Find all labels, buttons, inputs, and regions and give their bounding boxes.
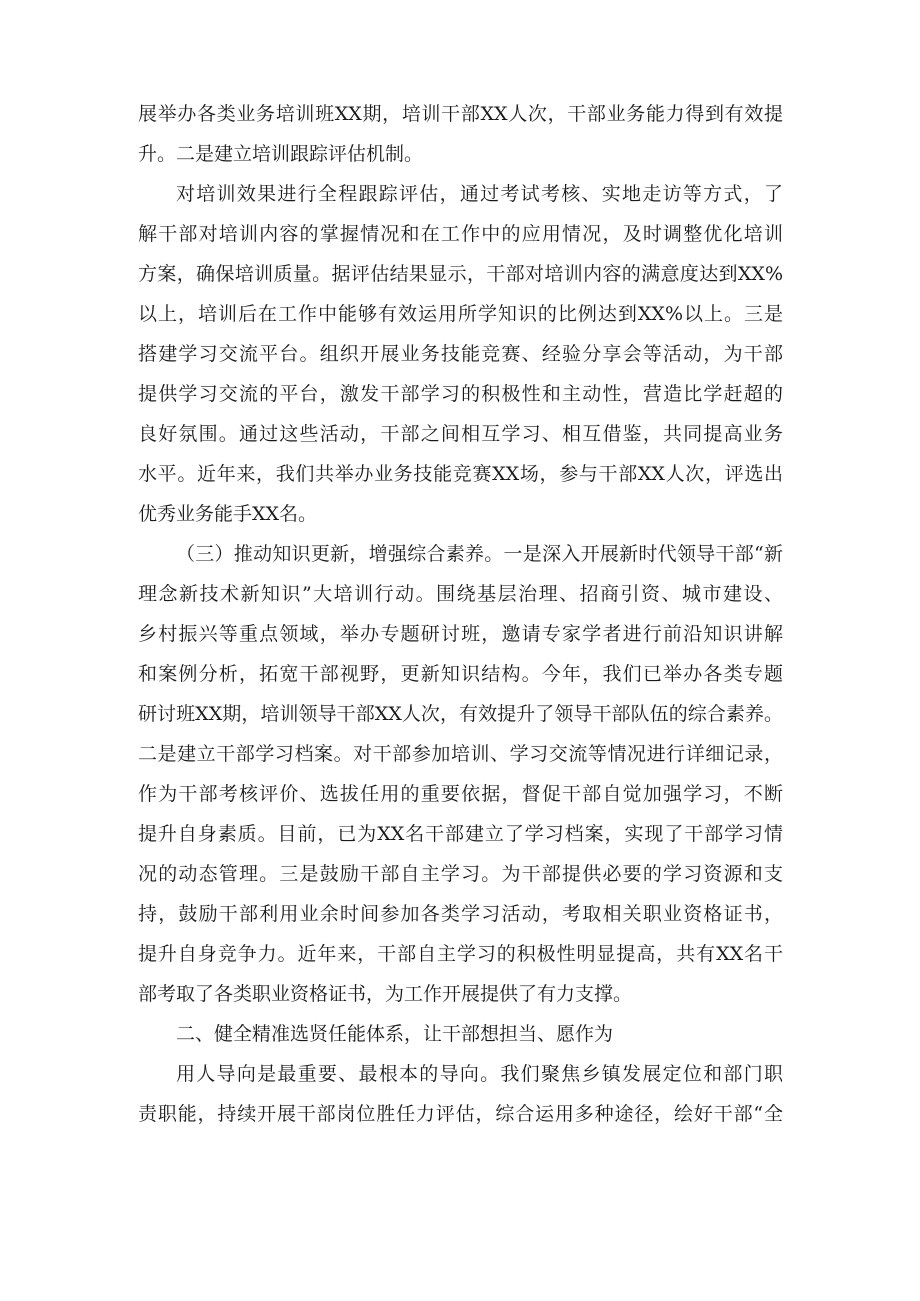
text-line: 持，鼓励干部利用业余时间参加各类学习活动，考取相关职业资格证书， xyxy=(138,903,783,925)
text-line: 研讨班XX期，培训领导干部XX人次，有效提升了领导干部队伍的综合素养。 xyxy=(138,703,783,725)
text-line: 水平。近年来，我们共举办业务技能竞赛XX场，参与干部XX人次，评选出 xyxy=(138,463,783,485)
text-line: 优秀业务能手XX名。 xyxy=(138,503,318,525)
text-line: 良好氛围。通过这些活动，干部之间相互学习、相互借鉴，共同提高业务 xyxy=(138,423,783,445)
text-line: 作为干部考核评价、选拔任用的重要依据，督促干部自觉加强学习，不断 xyxy=(138,783,783,805)
text-line: 方案，确保培训质量。据评估结果显示，干部对培训内容的满意度达到XX% xyxy=(138,263,783,285)
text-line: 二是建立干部学习档案。对干部参加培训、学习交流等情况进行详细记录， xyxy=(138,743,783,765)
text-line: 用人导向是最重要、最根本的导向。我们聚焦乡镇发展定位和部门职 xyxy=(176,1063,783,1085)
text-line: 升。二是建立培训跟踪评估机制。 xyxy=(138,143,424,165)
section-heading-2: 二、健全精准选贤任能体系，让干部想担当、愿作为 xyxy=(176,1023,614,1045)
text-line: 解干部对培训内容的掌握情况和在工作中的应用情况，及时调整优化培训 xyxy=(138,223,783,245)
text-line: 以上，培训后在工作中能够有效运用所学知识的比例达到XX%以上。三是 xyxy=(138,303,783,325)
text-line: 提升自身竞争力。近年来，干部自主学习的积极性明显提高，共有XX名干 xyxy=(138,943,783,965)
text-line: 责职能，持续开展干部岗位胜任力评估，综合运用多种途径，绘好干部“全 xyxy=(138,1103,783,1125)
text-line: 搭建学习交流平台。组织开展业务技能竞赛、经验分享会等活动，为干部 xyxy=(138,343,783,365)
text-line: 理念新技术新知识”大培训行动。围绕基层治理、招商引资、城市建设、 xyxy=(138,583,783,605)
text-line: 况的动态管理。三是鼓励干部自主学习。为干部提供必要的学习资源和支 xyxy=(138,863,783,885)
text-line: 提升自身素质。目前，已为XX名干部建立了学习档案，实现了干部学习情 xyxy=(138,823,783,845)
text-line: 展举办各类业务培训班XX期，培训干部XX人次，干部业务能力得到有效提 xyxy=(138,103,783,125)
text-line: 提供学习交流的平台，激发干部学习的积极性和主动性，营造比学赶超的 xyxy=(138,383,783,405)
text-line: 对培训效果进行全程跟踪评估，通过考试考核、实地走访等方式，了 xyxy=(176,183,783,205)
text-line: 乡村振兴等重点领域，举办专题研讨班，邀请专家学者进行前沿知识讲解 xyxy=(138,623,783,645)
section-heading-3: （三）推动知识更新，增强综合素养。一是深入开展新时代领导干部“新 xyxy=(176,543,783,565)
text-line: 和案例分析，拓宽干部视野，更新知识结构。今年，我们已举办各类专题 xyxy=(138,663,783,685)
document-body xyxy=(138,94,783,1134)
text-line: 部考取了各类职业资格证书，为工作开展提供了有力支撑。 xyxy=(138,983,633,1005)
